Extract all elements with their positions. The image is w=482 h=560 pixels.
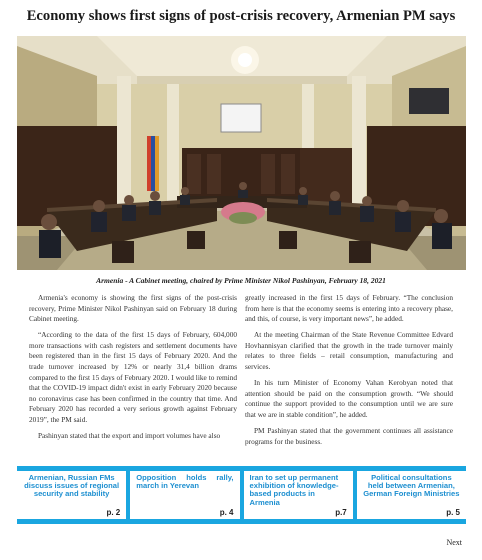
article-paragraph: At the meeting Chairman of the State Revenue Committee Edvard Hovhannisyan clarified that the growth in the trade turnover mainly relates to three fields – retail consumption, manufacturing and services.: [245, 330, 453, 372]
headline: Economy shows first signs of post-crisis recovery, Armenian PM says: [26, 8, 456, 24]
article-right-column: [245, 293, 453, 453]
article-paragraph: In his turn Minister of Economy Vahan Kerobyan noted that attention should be paid on the consumption growth. “We should continue the support provided to the consumption until we are sure that we are in stable condition”, he added.: [245, 378, 453, 419]
article-paragraph: greatly increased in the first 15 days of February. “The conclusion from here is that the economy seems is entering into a recovery phase, and this, of course, is very important news”, he added.: [245, 293, 453, 324]
cabinet-meeting-photo: [17, 36, 466, 270]
related-story-link[interactable]: [126, 471, 239, 519]
article-left-column: [29, 293, 237, 447]
article-paragraph: Pashinyan stated that the export and import volumes have also: [38, 431, 221, 441]
related-story-page: p. 2: [106, 508, 121, 517]
related-story-title: Iran to set up permanent exhibition of knowledge-based products in Armenia: [249, 473, 339, 507]
related-story-link[interactable]: [353, 471, 466, 519]
next-page-link[interactable]: Next: [446, 538, 462, 547]
related-story-page: p. 4: [219, 508, 234, 517]
related-stories-bar: [17, 466, 466, 524]
article-paragraph: Armenia's economy is showing the first signs of the post-crisis recovery, Prime Minister Nikol Pashinyan said on February 18 during Cabinet meeting.: [29, 293, 237, 324]
article-paragraph: PM Pashinyan stated that the government continues all assistance programs for the business.: [245, 426, 453, 446]
related-story-title: Opposition holds rally, march in Yerevan: [136, 473, 234, 491]
related-story-link[interactable]: [240, 471, 353, 519]
article-paragraph: “According to the data of the first 15 days of February, 604,000 more transactions with cash registers and settlement documents have been registered than in the first 15 days of February 2020. And the trade turnover increased by 12% or nearly 31,4 billion drams compared to the first 15 days of February 2020. I would like to remind that the COVID-19 impact didn't exist in early February 2020 because no coronavirus case has been confirmed in the country that time. And February 2020 has recorded a very serious growth against February 2019”, the PM said.: [29, 330, 237, 425]
related-story-title: Political consultations held between Armenian, German Foreign Ministries: [363, 473, 460, 499]
related-story-title: Armenian, Russian FMs discuss issues of regional security and stability: [24, 473, 120, 499]
related-story-page: p. 5: [446, 508, 460, 517]
photo-caption: Armenia - A Cabinet meeting, chaired by Prime Minister Nikol Pashinyan, February 18, 2021: [96, 276, 386, 285]
related-story-link[interactable]: [17, 471, 126, 519]
related-story-page: p.7: [335, 508, 347, 517]
